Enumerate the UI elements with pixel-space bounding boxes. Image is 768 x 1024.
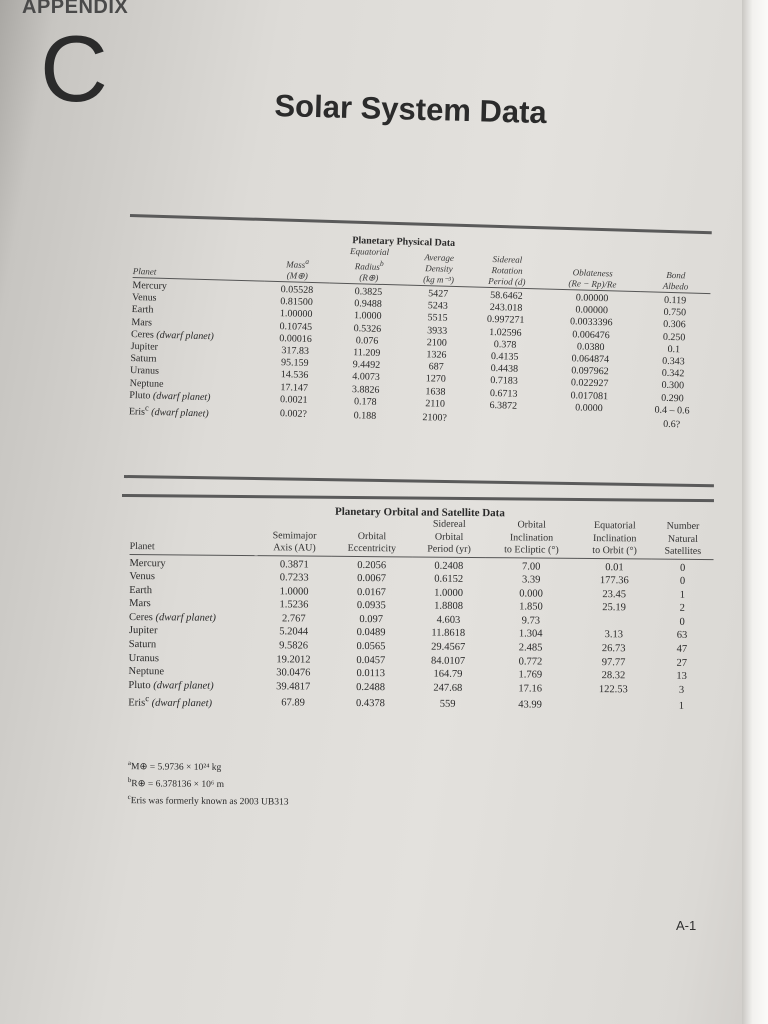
planet-name: Ceres (dwarf planet) bbox=[130, 328, 214, 343]
cell-incl: 3.39 bbox=[521, 574, 541, 586]
cell-mass: 14.536 bbox=[280, 369, 309, 382]
cell-albedo: 0.343 bbox=[662, 355, 685, 368]
cell-ecc: 0.0167 bbox=[356, 586, 386, 598]
planet-name: Neptune bbox=[129, 377, 164, 390]
cell-axis: 9.5826 bbox=[279, 640, 309, 652]
table1-bottom-rule bbox=[124, 475, 714, 487]
cell-density: 1270 bbox=[425, 373, 446, 386]
cell-radius: 9.4492 bbox=[352, 359, 381, 372]
cell-period: 164.79 bbox=[433, 668, 463, 681]
cell-rotation bbox=[465, 411, 541, 430]
cell-radius: 0.5326 bbox=[353, 322, 382, 335]
cell-rotation: 0.4135 bbox=[490, 351, 519, 363]
planet-name: Earth bbox=[131, 304, 154, 316]
col-density: Average Density (kg m⁻³) bbox=[423, 252, 455, 285]
col-period: Sidereal Orbital Period (yr) bbox=[427, 518, 471, 555]
cell-period: 29.4567 bbox=[431, 641, 466, 653]
cell-mass: 0.10745 bbox=[279, 320, 313, 333]
cell-radius: 1.0000 bbox=[353, 310, 382, 323]
cell-albedo: 0.342 bbox=[661, 368, 685, 380]
cell-rotation: 58.6462 bbox=[490, 289, 523, 302]
table2-top-rule bbox=[122, 494, 714, 502]
cell-albedo: 0.290 bbox=[661, 392, 684, 405]
physical-table-caption: Planetary Physical Data bbox=[352, 235, 456, 249]
cell-oblateness: 0.0380 bbox=[576, 341, 605, 353]
cell-density: 2100? bbox=[422, 412, 448, 424]
cell-ecc: 0.0067 bbox=[357, 573, 387, 585]
col-oblateness: Oblateness (Re − Rp)/Re bbox=[568, 267, 617, 290]
cell-incl: 1.850 bbox=[519, 601, 543, 613]
planet-name: Mercury bbox=[129, 557, 166, 569]
cell-radius: 0.9488 bbox=[354, 298, 382, 311]
footnote-a: $^a$M⊕ = 5.9736 × 10²⁴ kg bbox=[127, 758, 222, 773]
cell-eq: 0.01 bbox=[605, 561, 624, 573]
cell-incl: 17.16 bbox=[518, 683, 543, 695]
planet-name: Pluto (dwarf planet) bbox=[128, 679, 214, 692]
planet-name: Venus bbox=[131, 292, 157, 304]
cell-axis: 5.2044 bbox=[279, 626, 309, 639]
planet-name: Mercury bbox=[132, 279, 168, 292]
cell-incl: 7.00 bbox=[522, 560, 541, 573]
cell-albedo: 0.119 bbox=[663, 294, 687, 307]
appendix-letter: C bbox=[40, 16, 108, 121]
cell-density: 2110 bbox=[425, 398, 446, 410]
cell-oblateness: 0.00000 bbox=[575, 304, 609, 317]
footnote-b: $^b$R⊕ = 6.378136 × 10⁶ m bbox=[127, 776, 225, 791]
cell-radius: 3.8826 bbox=[351, 383, 380, 396]
cell-incl: 2.485 bbox=[518, 642, 543, 654]
footnote-c: $^c$Eris was formerly known as 2003 UB313 bbox=[127, 793, 289, 808]
cell-rotation: 0.4438 bbox=[490, 363, 519, 375]
cell-eq bbox=[576, 696, 651, 715]
planet-name: Mars bbox=[129, 598, 151, 610]
cell-sats: 0 bbox=[679, 575, 686, 587]
cell-albedo: 0.306 bbox=[663, 319, 686, 331]
cell-ecc: 0.0113 bbox=[356, 668, 386, 680]
cell-eq bbox=[577, 615, 652, 629]
cell-sats: 0 bbox=[679, 562, 686, 574]
cell-mass: 0.81500 bbox=[280, 296, 313, 309]
cell-density: 3933 bbox=[427, 324, 448, 337]
cell-density: 5427 bbox=[428, 288, 449, 300]
physical-data-table bbox=[129, 240, 712, 435]
cell-axis: 1.5236 bbox=[279, 599, 309, 611]
cell-rotation: 6.3872 bbox=[489, 399, 518, 412]
cell-oblateness: 0.064874 bbox=[571, 353, 610, 366]
cell-rotation: 1.02596 bbox=[488, 326, 522, 339]
planet-name: Jupiter bbox=[128, 625, 158, 637]
cell-albedo: 0.250 bbox=[662, 331, 686, 344]
cell-period: 1.8808 bbox=[434, 600, 464, 613]
cell-incl: 43.99 bbox=[518, 699, 542, 711]
cell-density: 2100 bbox=[426, 337, 447, 349]
cell-eq: 122.53 bbox=[598, 683, 628, 696]
col-inclination: Orbital Inclination to Ecliptic (°) bbox=[504, 519, 559, 556]
cell-rotation: 0.378 bbox=[493, 338, 517, 351]
page-number: A-1 bbox=[676, 918, 697, 933]
cell-sats: 47 bbox=[676, 643, 688, 655]
cell-oblateness: 0.017081 bbox=[570, 389, 609, 402]
cell-ecc: 0.097 bbox=[359, 613, 384, 626]
cell-radius: 0.178 bbox=[353, 396, 377, 408]
cell-albedo: 0.300 bbox=[661, 380, 685, 392]
cell-axis: 67.89 bbox=[281, 697, 305, 709]
cell-density: 1638 bbox=[425, 385, 446, 398]
cell-mass: 0.00016 bbox=[279, 332, 312, 345]
cell-rotation: 0.6713 bbox=[489, 387, 518, 400]
cell-mass: 0.002? bbox=[279, 408, 308, 421]
col-planet: Planet bbox=[132, 265, 157, 277]
cell-period: 0.2408 bbox=[434, 560, 464, 572]
cell-period: 0.6152 bbox=[434, 573, 464, 586]
planet-name: Saturn bbox=[130, 353, 157, 365]
physical-data-table-wrap bbox=[129, 229, 712, 435]
cell-axis: 19.2012 bbox=[276, 653, 311, 666]
planet-name: Venus bbox=[129, 571, 156, 583]
cell-axis: 0.7233 bbox=[279, 572, 309, 584]
cell-mass: 0.0021 bbox=[279, 393, 308, 406]
cell-axis: 1.0000 bbox=[279, 585, 309, 598]
cell-albedo: 0.4 – 0.6 bbox=[654, 404, 690, 417]
cell-sats: 13 bbox=[676, 671, 688, 683]
cell-radius: 0.3825 bbox=[354, 286, 383, 298]
cell-period: 4.603 bbox=[436, 614, 461, 626]
col-eccentricity: Orbital Eccentricity bbox=[347, 530, 397, 555]
cell-density: 5515 bbox=[427, 312, 448, 325]
cell-oblateness: 0.0033396 bbox=[569, 316, 613, 329]
planet-name: Neptune bbox=[128, 666, 165, 678]
cell-eq: 23.45 bbox=[602, 588, 627, 601]
planet-name: Jupiter bbox=[130, 340, 159, 353]
cell-ecc: 0.2488 bbox=[356, 681, 386, 694]
cell-axis: 39.4817 bbox=[276, 681, 311, 693]
cell-mass: 317.83 bbox=[281, 345, 310, 357]
cell-oblateness: 0.022927 bbox=[570, 377, 609, 390]
cell-ecc: 0.0935 bbox=[356, 600, 386, 612]
planet-name: Pluto (dwarf planet) bbox=[129, 389, 211, 404]
cell-ecc: 0.2056 bbox=[357, 559, 387, 571]
cell-radius: 0.076 bbox=[355, 335, 379, 347]
cell-ecc: 0.0489 bbox=[356, 627, 386, 639]
cell-sats: 2 bbox=[679, 603, 685, 615]
col-equatorial: Equatorial Inclination to Orbit (°) bbox=[592, 520, 637, 557]
cell-eq: 25.19 bbox=[602, 602, 626, 614]
cell-rotation: 243.018 bbox=[489, 302, 523, 315]
footnotes bbox=[128, 757, 289, 810]
page-edge bbox=[742, 0, 768, 1024]
cell-axis: 0.3871 bbox=[279, 558, 309, 571]
cell-sats: 63 bbox=[676, 630, 688, 642]
cell-period: 11.8618 bbox=[431, 628, 466, 640]
cell-oblateness: 0.097962 bbox=[571, 365, 609, 378]
cell-mass: 95.159 bbox=[280, 357, 309, 370]
cell-eq: 177.36 bbox=[599, 575, 629, 587]
planet-name: Eris$^c$ (dwarf planet) bbox=[128, 693, 213, 710]
planet-name: Saturn bbox=[128, 639, 157, 651]
cell-incl: 1.769 bbox=[518, 669, 543, 681]
cell-eq: 3.13 bbox=[604, 629, 624, 641]
col-satellites: Number Natural Satellites bbox=[664, 520, 702, 557]
planet-name: Uranus bbox=[129, 365, 160, 378]
cell-mass: 0.05528 bbox=[280, 284, 314, 297]
planet-name: Eris$^c$ (dwarf planet) bbox=[128, 403, 209, 420]
cell-period: 559 bbox=[439, 698, 456, 710]
cell-density: 5243 bbox=[427, 300, 449, 312]
cell-sats: 0 bbox=[679, 616, 685, 628]
cell-axis: 2.767 bbox=[281, 613, 306, 625]
cell-sats: 1 bbox=[679, 589, 686, 601]
cell-mass: 1.00000 bbox=[279, 308, 313, 321]
cell-radius: 0.188 bbox=[353, 410, 377, 423]
cell-axis: 30.0476 bbox=[276, 667, 311, 679]
orbital-data-table bbox=[128, 516, 714, 716]
cell-density: 687 bbox=[428, 361, 444, 373]
planet-name: Earth bbox=[129, 584, 153, 596]
cell-radius: 11.209 bbox=[353, 347, 381, 359]
cell-albedo: 0.1 bbox=[667, 343, 681, 356]
cell-period: 84.0107 bbox=[430, 655, 466, 667]
appendix-label: APPENDIX bbox=[22, 0, 129, 18]
cell-eq: 26.73 bbox=[601, 643, 626, 655]
cell-oblateness: 0.00000 bbox=[575, 292, 609, 305]
cell-oblateness bbox=[540, 413, 637, 432]
page-title: Solar System Data bbox=[274, 88, 548, 131]
planet-name: Uranus bbox=[128, 652, 160, 664]
cell-eq: 97.77 bbox=[601, 656, 626, 668]
cell-radius: 4.0073 bbox=[352, 371, 380, 384]
col-albedo: Bond Albedo bbox=[662, 269, 689, 292]
cell-ecc: 0.4378 bbox=[356, 697, 385, 709]
cell-rotation: 0.997271 bbox=[486, 314, 525, 327]
col-radius: Equatorial Radius$^b$ (R⊕) bbox=[349, 246, 390, 283]
orbital-table-caption: Planetary Orbital and Satellite Data bbox=[334, 505, 505, 520]
col-planet-2: Planet bbox=[129, 540, 155, 553]
cell-oblateness: 0.006476 bbox=[572, 328, 610, 341]
cell-sats: 3 bbox=[678, 684, 685, 696]
cell-incl: 0.772 bbox=[518, 656, 543, 668]
col-semimajor: Semimajor Axis (AU) bbox=[272, 529, 317, 554]
cell-incl: 1.304 bbox=[518, 628, 543, 641]
cell-period: 247.68 bbox=[433, 682, 463, 694]
cell-oblateness: 0.0000 bbox=[575, 402, 603, 414]
orbital-data-table-wrap bbox=[128, 504, 714, 716]
cell-mass: 17.147 bbox=[280, 381, 309, 394]
cell-incl: 9.73 bbox=[521, 615, 541, 627]
cell-albedo: 0.6? bbox=[663, 419, 681, 431]
cell-density: 1326 bbox=[426, 349, 447, 361]
cell-albedo: 0.750 bbox=[663, 307, 687, 319]
planet-name: Mars bbox=[131, 316, 153, 329]
cell-rotation: 0.7183 bbox=[490, 375, 518, 388]
col-rotation: Sidereal Rotation Period (d) bbox=[488, 254, 526, 287]
cell-ecc: 0.0457 bbox=[356, 654, 386, 666]
cell-ecc: 0.0565 bbox=[356, 641, 386, 653]
cell-sats: 1 bbox=[678, 700, 685, 712]
cell-incl: 0.000 bbox=[519, 588, 543, 600]
planet-name: Ceres (dwarf planet) bbox=[128, 611, 216, 624]
cell-eq: 28.32 bbox=[601, 670, 626, 682]
cell-sats: 27 bbox=[676, 657, 688, 669]
col-mass: Mass$^a$ (M⊕) bbox=[286, 256, 310, 281]
cell-period: 1.0000 bbox=[434, 587, 464, 599]
